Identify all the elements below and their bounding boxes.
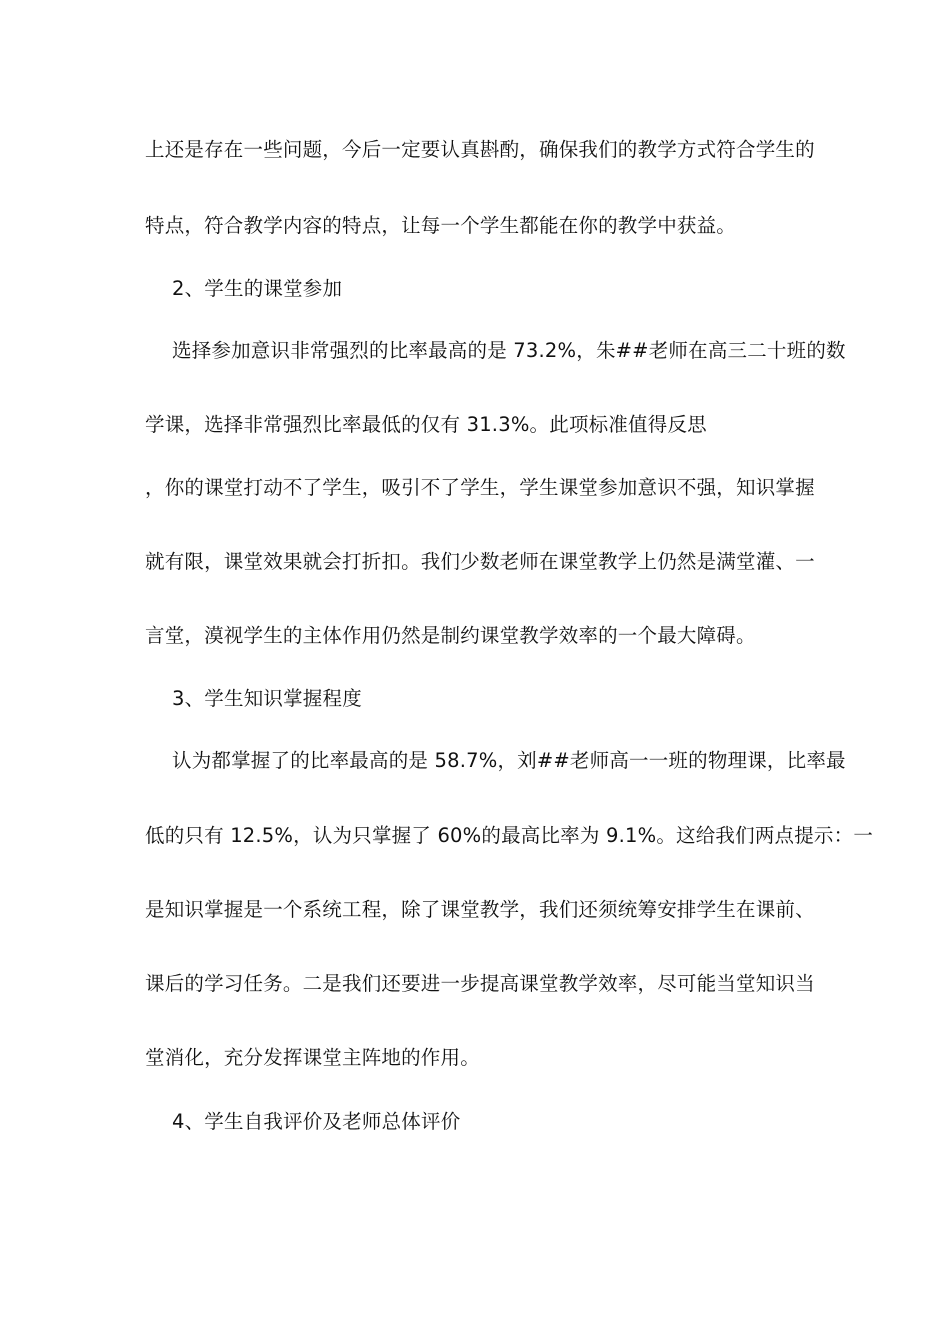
paragraph-line: 特点，符合教学内容的特点，让每一个学生都能在你的教学中获益。: [145, 214, 737, 237]
paragraph-line: 低的只有 12.5%，认为只掌握了 60%的最高比率为 9.1%。这给我们两点提示：一: [145, 824, 874, 847]
section-heading: 3、学生知识掌握程度: [172, 687, 362, 710]
paragraph-line: 就有限，课堂效果就会打折扣。我们少数老师在课堂教学上仍然是满堂灌、一: [145, 550, 815, 573]
paragraph-line: 认为都掌握了的比率最高的是 58.7%，刘##老师高一一班的物理课，比率最: [172, 749, 846, 772]
paragraph-line: ，你的课堂打动不了学生，吸引不了学生，学生课堂参加意识不强，知识掌握: [145, 476, 815, 499]
paragraph-line: 课后的学习任务。二是我们还要进一步提高课堂教学效率，尽可能当堂知识当: [145, 972, 815, 995]
paragraph-line: 上还是存在一些问题，今后一定要认真斟酌，确保我们的教学方式符合学生的: [145, 138, 815, 161]
paragraph-line: 选择参加意识非常强烈的比率最高的是 73.2%，朱##老师在高三二十班的数: [172, 339, 846, 362]
paragraph-line: 言堂，漠视学生的主体作用仍然是制约课堂教学效率的一个最大障碍。: [145, 624, 756, 647]
paragraph-line: 是知识掌握是一个系统工程，除了课堂教学，我们还须统筹安排学生在课前、: [145, 898, 815, 921]
section-heading: 4、学生自我评价及老师总体评价: [172, 1110, 461, 1133]
paragraph-line: 堂消化，充分发挥课堂主阵地的作用。: [145, 1046, 480, 1069]
paragraph-line: 学课，选择非常强烈比率最低的仅有 31.3%。此项标准值得反思: [145, 413, 707, 436]
section-heading: 2、学生的课堂参加: [172, 277, 343, 300]
